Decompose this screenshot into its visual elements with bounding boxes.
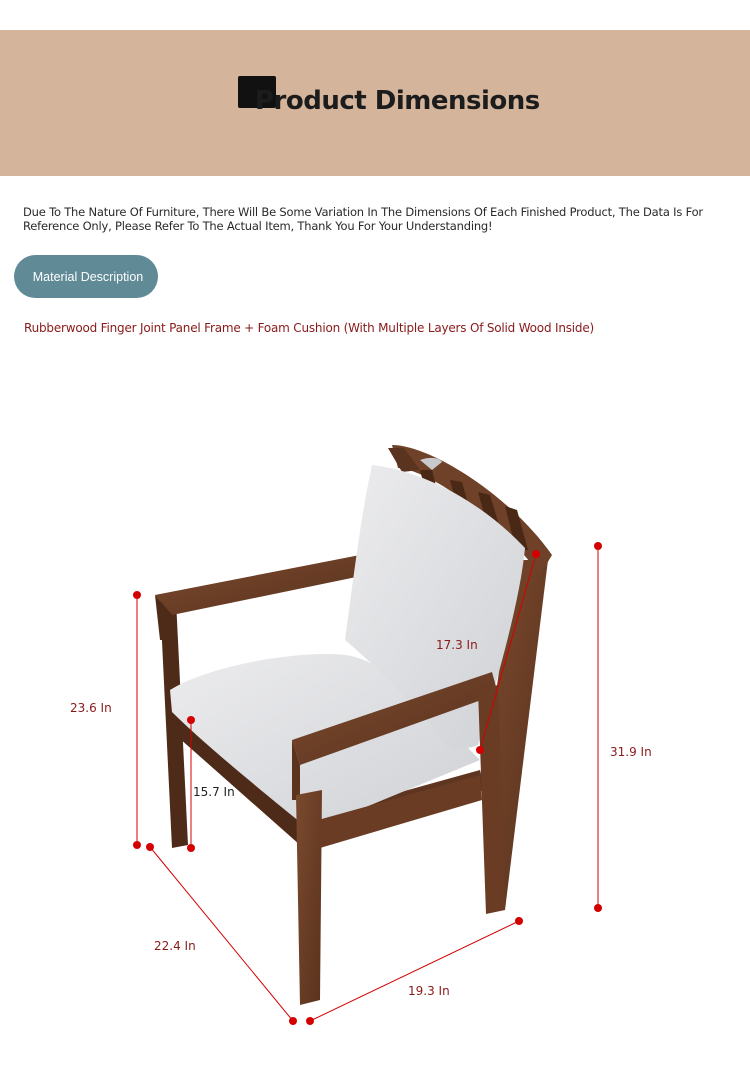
cushion-height-label: 17.3 In <box>436 638 478 652</box>
material-description-button[interactable]: Material Description <box>14 255 158 298</box>
seat-height-label: 15.7 In <box>193 785 235 799</box>
dimension-notice: Due To The Nature Of Furniture, There Will Be Some Variation In The Dimensions Of Each Finished Product, The Data Is For Reference Only, Please Refer To The Actual Item, Thank You For Your Understanding! <box>23 205 703 233</box>
total-height-label: 31.9 In <box>610 745 652 759</box>
depth-label: 22.4 In <box>154 939 196 953</box>
material-description-text: Rubberwood Finger Joint Panel Frame + Foam Cushion (With Multiple Layers Of Solid Wood Inside) <box>24 321 594 335</box>
page-title: Product Dimensions <box>255 86 540 116</box>
width-label: 19.3 In <box>408 984 450 998</box>
arm-height-label: 23.6 In <box>70 701 112 715</box>
